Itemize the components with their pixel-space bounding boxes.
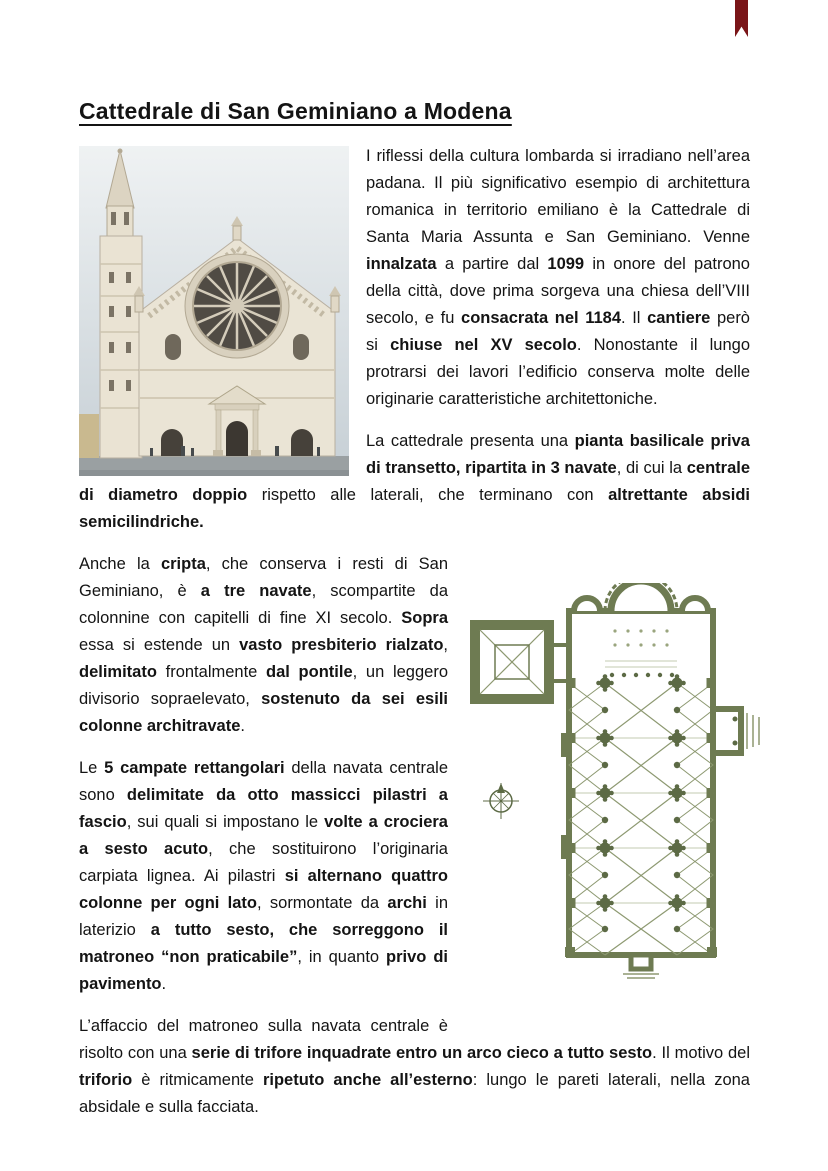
paragraph-cripta: Anche la cripta, che conserva i resti di San Geminiano, è a tre navate, scompartite da colonnine con capitelli di fine XI secolo. Sopra essa si estende un vasto presbiterio rialzato, delimitato frontalmente dal pontile, un leggero divisorio sopraelevato, sostenuto da sei esili colonne architravate. xyxy=(79,555,449,735)
paragraph-campate: Le 5 campate rettangolari della navata centrale sono delimitate da otto massicci pilastri a fascio, sui quali si impostano le volte a crociera a sesto acuto, che sostituirono l’originaria carpiata lignea. Ai pilastri si alternano quattro colonne per ogni lato, sormontate da archi in laterizio a tutto sesto, che sorreggono il matroneo “non praticabile”, in quanto privo di pavimento. xyxy=(79,759,449,993)
floor-plan-image xyxy=(465,583,785,983)
floor-plan-figure xyxy=(460,551,790,1029)
paragraph-matroneo: L’affaccio del matroneo sulla navata centrale è risolto con una serie di trifore inquadrate entro un arco cieco a tutto sesto. Il motivo del triforio è ritmicamente ripetuto anche all’esterno: lungo le pareti laterali, nella zona absidale e sulla facciata. xyxy=(79,1017,750,1116)
cathedral-facade-image xyxy=(79,146,349,476)
paragraph-pianta: La cattedrale presenta una pianta basilicale priva di transetto, ripartita in 3 navate, di cui la centrale di diametro doppio rispetto alle laterali, che terminano con altrettante absidi semicilindriche. xyxy=(79,432,751,531)
cathedral-photo-figure xyxy=(79,146,349,476)
paragraph-intro: I riflessi della cultura lombarda si irradiano nell’area padana. Il più significativo esempio di architettura romanica in territorio emiliano è la Cattedrale di Santa Maria Assunta e San Geminiano. Venne innalzata a partire dal 1099 in onore del patrono della città, dove prima sorgeva una chiesa dell’VIII secolo, e fu consacrata nel 1184. Il cantiere però si chiuse nel XV secolo. Nonostante il lungo protrarsi dei lavori l’edificio conserva molte delle originarie caratteristiche architettoniche. xyxy=(366,147,750,408)
compass-icon xyxy=(483,783,519,819)
document-title: Cattedrale di San Geminiano a Modena xyxy=(79,98,512,124)
